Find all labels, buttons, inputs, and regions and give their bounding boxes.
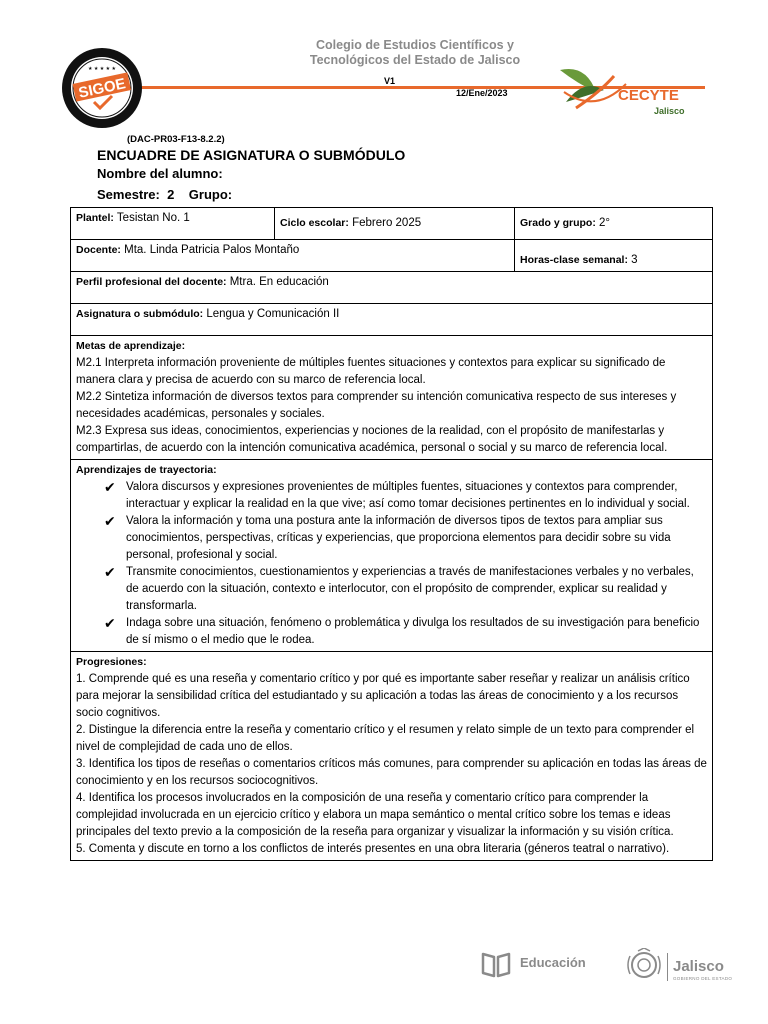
perfil-label: Perfil profesional del docente: [76, 276, 227, 288]
horas-label: Horas-clase semanal: [520, 254, 628, 266]
jalisco-subtitle: GOBIERNO DEL ESTADO [673, 976, 733, 981]
progresiones-label: Progresiones: [76, 656, 147, 668]
meta-item: M2.1 Interpreta información proveniente de múltiples fuentes situaciones y contextos para explicar su significado de manera clara y precisa de acuerdo con su marco de referencia local. [76, 357, 666, 386]
table-row [71, 652, 713, 861]
college-name-line1: Colegio de Estudios Científicos y [316, 38, 514, 52]
book-icon [480, 951, 512, 979]
date-label: 12/Ene/2023 [456, 88, 508, 98]
metas-cell [71, 336, 713, 460]
college-name [300, 38, 530, 68]
plantel-cell [71, 208, 275, 240]
list-item [100, 513, 707, 564]
college-name-line2: Tecnológicos del Estado de Jalisco [309, 53, 521, 67]
course-framework-table [70, 207, 713, 861]
table-row [71, 208, 713, 240]
docente-value: Mta. Linda Patricia Palos Montaño [120, 244, 300, 256]
metas-label: Metas de aprendizaje: [76, 340, 186, 352]
cecyte-logo [556, 62, 706, 122]
list-item [100, 564, 707, 615]
grado-cell [515, 208, 713, 240]
perfil-cell [71, 272, 713, 304]
svg-text:CECYTE: CECYTE [618, 87, 679, 104]
table-row [71, 304, 713, 336]
table-row [71, 240, 713, 272]
horas-value: 3 [627, 254, 638, 266]
aprendizajes-list [76, 479, 707, 649]
plantel-value: Tesistan No. 1 [113, 212, 190, 224]
table-row [71, 460, 713, 652]
ciclo-label: Ciclo escolar: [280, 217, 349, 229]
progresiones-cell [71, 652, 713, 861]
aprendizajes-cell [71, 460, 713, 652]
version-label: V1 [384, 76, 396, 86]
table-row [71, 336, 713, 460]
docente-label: Docente: [76, 244, 121, 256]
list-item [100, 615, 707, 649]
progresion-item: 1. Comprende qué es una reseña y comentario crítico y por qué es importante saber reseñar y realizar un análisis crítico para mejorar la sensibilidad crítica del estudiantado y su aplicación a todas las áreas de conocimiento y a los recursos socio cognitivos. [76, 673, 690, 719]
jalisco-label: Jalisco [673, 958, 724, 975]
checkmark-icon: ✔ [104, 513, 116, 529]
asignatura-value: Lengua y Comunicación II [203, 308, 340, 320]
ciclo-cell [275, 208, 515, 240]
checkmark-icon: ✔ [104, 564, 116, 580]
asignatura-label: Asignatura o submódulo: [76, 308, 204, 320]
grado-label: Grado y grupo: [520, 217, 596, 229]
progresion-item: 2. Distingue la diferencia entre la reseña y comentario crítico y el resumen y relato simple de un texto para comprender el nivel de complejidad de cada uno de ellos. [76, 724, 695, 753]
aprendizaje-text: Valora discursos y expresiones provenientes de múltiples fuentes, situaciones y contextos para comprender, interactuar y explicar la realidad en la que vive; así como tomar decisiones pertinentes en lo individual y social. [126, 481, 690, 510]
aprendizaje-text: Valora la información y toma una postura ante la información de diversos tipos de textos para ampliar sus conocimientos, perspectivas, críticas y experiencias, que proporciona elementos para decidir sobre su vida personal, profesional y social. [126, 515, 671, 561]
table-row [71, 272, 713, 304]
meta-item: M2.2 Sintetiza información de diversos textos para comprender su intención comunicativa respecto de sus intereses y necesidades académicas, personales y sociales. [76, 391, 677, 420]
plantel-label: Plantel: [76, 212, 114, 224]
document-title: ENCUADRE DE ASIGNATURA O SUBMÓDULO [97, 147, 406, 163]
student-name-label: Nombre del alumno: [97, 166, 223, 181]
sigoe-seal-logo [60, 46, 144, 130]
document-code: (DAC-PR03-F13-8.2.2) [127, 134, 225, 145]
jalisco-crest-icon [624, 948, 664, 982]
perfil-value: Mtra. En educación [226, 276, 329, 288]
svg-text:★ ★ ★ ★ ★: ★ ★ ★ ★ ★ [88, 66, 116, 72]
footer-divider [667, 953, 668, 981]
asignatura-cell [71, 304, 713, 336]
meta-item: M2.3 Expresa sus ideas, conocimientos, experiencias y nociones de la realidad, con el propósito de manifestarlas y compartirlas, de acuerdo con la intención comunicativa académica, personal o social y su marco de referencia local. [76, 425, 668, 454]
list-item [100, 479, 707, 513]
semester-group-line: Semestre: 2 Grupo: [97, 187, 233, 202]
aprendizaje-text: Indaga sobre una situación, fenómeno o problemática y divulga los resultados de su investigación para beneficio de sí mismo o el medio que le rodea. [126, 617, 700, 646]
progresion-item: 5. Comenta y discute en torno a los conflictos de interés presentes en una obra literaria (géneros teatral o narrativo). [76, 843, 670, 855]
grado-value: 2° [595, 217, 611, 229]
svg-text:SIGOE: SIGOE [77, 75, 128, 102]
svg-text:Jalisco: Jalisco [654, 106, 685, 116]
horas-cell [515, 240, 713, 272]
docente-cell [71, 240, 515, 272]
aprendizaje-text: Transmite conocimientos, cuestionamientos y experiencias a través de manifestaciones verbales y no verbales, de acuerdo con la situación, contexto e interlocutor, con el propósito de comprender, explicar su realidad y transformarla. [126, 566, 694, 612]
progresion-item: 4. Identifica los procesos involucrados en la composición de una reseña y comentario crítico para comprender la complejidad involucrada en un ejercicio crítico y elabora un mapa semántico o mental crítico sobre los temas e ideas principales del texto previo a la composición de la reseña para organizar y visualizar la información y su visión crítica. [76, 792, 674, 838]
aprendizajes-label: Aprendizajes de trayectoria: [76, 464, 217, 476]
progresion-item: 3. Identifica los tipos de reseñas o comentarios críticos más comunes, para comprender su aplicación en todas las áreas de conocimiento y en los recursos sociocognitivos. [76, 758, 707, 787]
ciclo-value: Febrero 2025 [348, 217, 422, 229]
education-label: Educación [520, 955, 586, 970]
checkmark-icon: ✔ [104, 615, 116, 631]
checkmark-icon: ✔ [104, 479, 116, 495]
